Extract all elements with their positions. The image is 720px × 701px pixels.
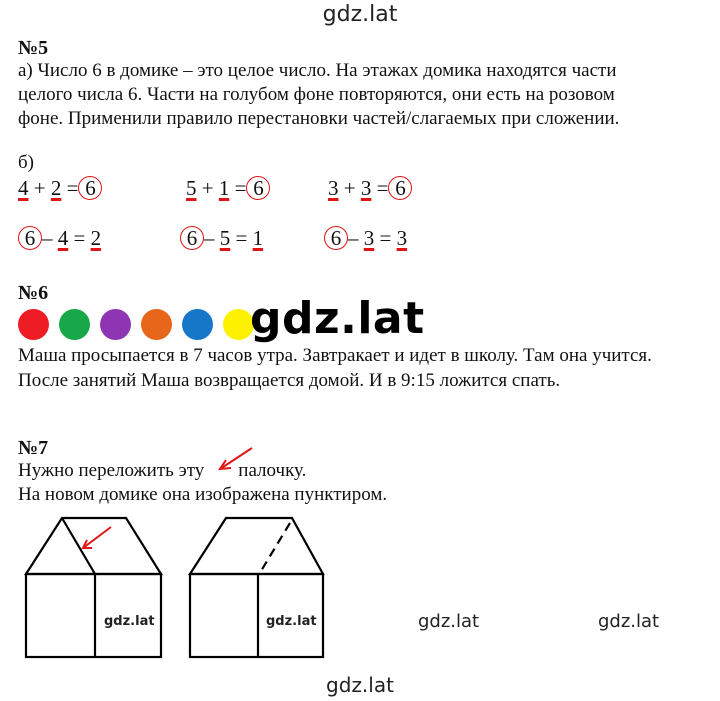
task-5-line-1: а) Число 6 в домике – это целое число. На этажах домика находятся части: [18, 60, 617, 81]
eq-term: 3: [328, 176, 339, 200]
watermark-large: gdz.lat: [250, 293, 425, 344]
eq-term: 3: [363, 226, 375, 250]
task-7-line-2: На новом домике она изображена пунктиром.: [18, 484, 388, 505]
eq-operator: –: [42, 226, 53, 250]
task-7-number: №7: [18, 437, 49, 459]
eq-operator: –: [348, 226, 359, 250]
house-original: [26, 518, 161, 657]
eq-equals: =: [66, 176, 79, 200]
eq-term: 2: [50, 176, 62, 200]
task-6-number: №6: [18, 282, 49, 304]
task-7-line-1-end: палочку.: [238, 460, 307, 481]
eq-term: 1: [252, 226, 264, 250]
eq-whole-circled: 6: [180, 226, 204, 250]
watermark-bottom: gdz.lat: [326, 673, 394, 697]
eq-operator: +: [33, 176, 46, 200]
watermark-top: gdz.lat: [322, 2, 398, 27]
eq-term: 5: [219, 226, 231, 250]
task-5-number: №5: [18, 37, 49, 59]
task-6-line-1: Маша просыпается в 7 часов утра. Завтракает и идет в школу. Там она учится.: [18, 345, 652, 366]
eq-whole-circled: 6: [324, 226, 348, 250]
eq-term: 3: [360, 176, 372, 200]
watermark-house-1: gdz.lat: [104, 614, 155, 629]
eq-whole-circled: 6: [246, 176, 270, 200]
task-7-line-1-start: Нужно переложить эту: [18, 460, 205, 481]
eq-equals: =: [376, 176, 389, 200]
task-5-b-label: б): [18, 152, 34, 173]
watermark-mid: gdz.lat: [418, 611, 480, 632]
eq-whole-circled: 6: [388, 176, 412, 200]
task-6-line-2: После занятий Маша возвращается домой. И в 9:15 ложится спать.: [18, 370, 561, 391]
eq-term: 4: [18, 176, 29, 200]
eq-equals: =: [235, 226, 248, 250]
eq-term: 4: [57, 226, 69, 250]
eq-whole-circled: 6: [18, 226, 42, 250]
eq-operator: –: [204, 226, 215, 250]
eq-term: 5: [186, 176, 197, 200]
eq-term: 1: [218, 176, 230, 200]
task-5-line-3: фоне. Применили правило перестановки частей/слагаемых при сложении.: [18, 108, 620, 129]
watermark-right: gdz.lat: [598, 611, 660, 632]
eq-term: 3: [396, 226, 408, 250]
eq-equals: =: [234, 176, 247, 200]
house-new: [190, 518, 323, 657]
arrow-icon: [220, 448, 252, 469]
eq-equals: =: [379, 226, 392, 250]
eq-term: 2: [90, 226, 102, 250]
eq-operator: +: [343, 176, 356, 200]
eq-equals: =: [73, 226, 86, 250]
task-5-line-2: целого числа 6. Части на голубом фоне повторяются, они есть на розовом: [18, 84, 615, 105]
red-pointer-arrow-icon: [83, 527, 111, 548]
eq-whole-circled: 6: [78, 176, 102, 200]
watermark-house-2: gdz.lat: [266, 614, 317, 629]
eq-operator: +: [201, 176, 214, 200]
